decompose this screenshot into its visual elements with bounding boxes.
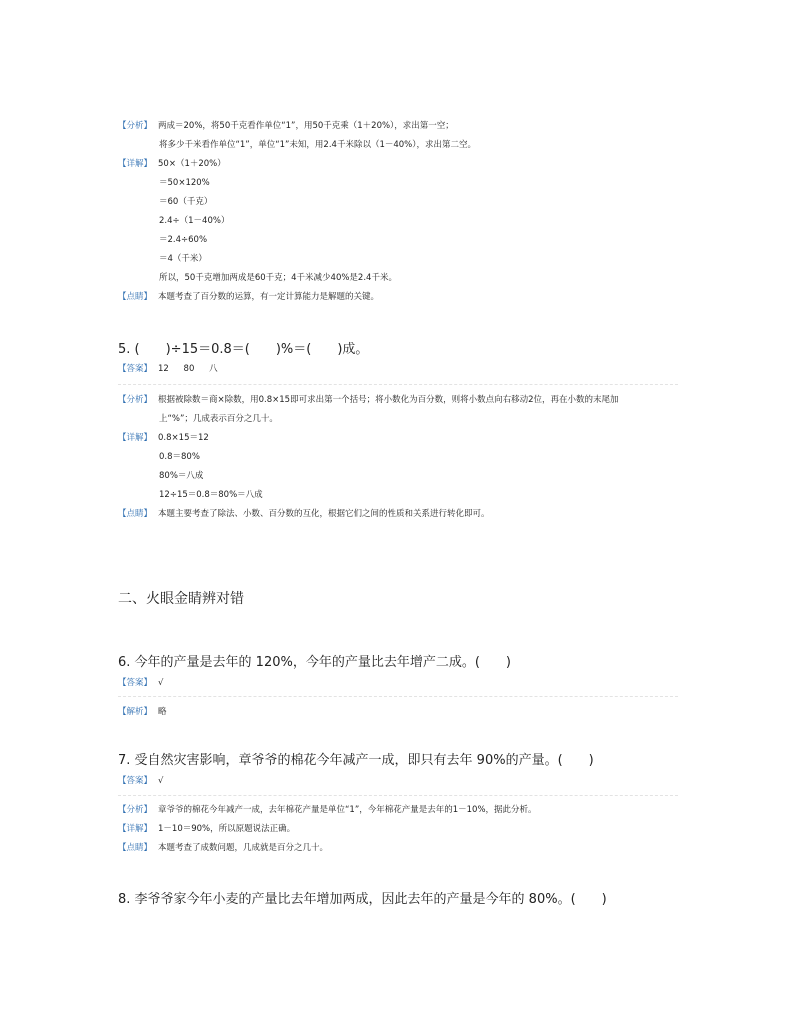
comment-tag: 【点睛】 [118,509,153,519]
q4-detail-line [118,174,476,193]
q4-detail-text: ＝2.4÷60% [159,235,208,245]
q4-detail-line [118,212,476,231]
analysis-tag: 【分析】 [118,395,153,405]
q4-analysis-line-2 [118,136,476,155]
q8-question: 8. 李爷爷家今年小麦的产量比去年增加两成，因此去年的产量是今年的 80%。( ) [118,892,607,907]
q5-answer-block [118,360,230,379]
q5-comment-line [118,505,619,524]
q5-analysis-text-2: 上“%”；几成表示百分之几十。 [159,414,278,424]
q4-detail-line [118,231,476,250]
q5-detail-line-1 [118,429,619,448]
divider [118,696,678,697]
q5-analysis-text-1: 根据被除数＝商×除数，用0.8×15即可求出第一个括号；将小数化为百分数，则将小数点向右移动2位，再在小数的末尾加 [158,395,619,405]
detail-tag: 【详解】 [118,159,153,169]
q4-detail-text: 2.4÷（1－40%） [159,216,230,226]
q5-detail-text: 0.8×15＝12 [158,433,209,443]
divider [118,795,678,796]
q7-detail-line [118,820,537,839]
q4-detail-text: ＝60（千克） [159,197,213,207]
q5-question: 5. ( )÷15＝0.8＝( )%＝( )成。 [118,342,369,357]
q4-detail-text: ＝4（千米） [159,254,207,264]
q4-solution [118,117,476,307]
q5-answer-line [118,360,230,379]
q4-detail-text: 50×（1＋20%） [158,159,226,169]
q4-detail-text: 所以，50千克增加两成是60千克；4千米减少40%是2.4千米。 [159,273,397,283]
q4-detail-line [118,269,476,288]
q4-analysis-line-1 [118,117,476,136]
q5-answer-values [158,360,230,379]
q7-comment: 本题考查了成数问题，几成就是百分之几十。 [158,843,329,853]
q5-detail-line [118,486,619,505]
comment-tag: 【点睛】 [118,292,153,302]
analysis-tag: 【分析】 [118,121,153,131]
q5-answer-3: 八 [209,364,218,374]
q7-question: 7. 受自然灾害影响，章爷爷的棉花今年减产一成，即只有去年 90%的产量。( ) [118,753,594,768]
comment-tag: 【点睛】 [118,843,153,853]
detail-tag: 【详解】 [118,824,153,834]
q4-detail-text: ＝50×120% [159,178,210,188]
q5-answer-2: 80 [183,364,195,374]
q7-answer-line [118,772,163,791]
explain-tag: 【解析】 [118,707,153,717]
answer-tag: 【答案】 [118,364,153,374]
q5-detail-line [118,448,619,467]
q7-analysis-line [118,801,537,820]
q6-answer-line [118,674,163,693]
q6-question: 6. 今年的产量是去年的 120%，今年的产量比去年增产二成。( ) [118,655,511,670]
q6-answer: √ [158,678,164,688]
q7-detail: 1－10＝90%，所以原题说法正确。 [158,824,296,834]
q7-comment-line [118,839,537,858]
q4-analysis-text-1: 两成＝20%，将50千克看作单位“1”，用50千克乘（1＋20%），求出第一空； [158,121,454,131]
section-title: 二、火眼金睛辨对错 [118,591,244,607]
q5-solution [118,391,619,524]
q7-answer: √ [158,776,164,786]
q4-detail-line [118,193,476,212]
q6-answer-block [118,674,163,693]
q7-solution [118,801,537,858]
q7-analysis: 章爷爷的棉花今年减产一成，去年棉花产量是单位“1”，今年棉花产量是去年的1－10%，据此分析。 [158,805,537,815]
q5-detail-text: 0.8＝80% [159,452,200,462]
q5-detail-line [118,467,619,486]
q6-explain-line [118,703,167,722]
divider [118,384,678,385]
q5-analysis-line-1 [118,391,619,410]
q6-explain-block [118,703,167,722]
q6-explain: 略 [158,707,167,717]
q4-detail-line [118,250,476,269]
answer-tag: 【答案】 [118,678,153,688]
q7-answer-block [118,772,163,791]
q5-analysis-line-2 [118,410,619,429]
analysis-tag: 【分析】 [118,805,153,815]
q5-answer-1: 12 [158,364,169,374]
q5-comment-text: 本题主要考查了除法、小数、百分数的互化，根据它们之间的性质和关系进行转化即可。 [158,509,490,519]
q4-analysis-text-2: 将多少千米看作单位“1”，单位“1”未知，用2.4千米除以（1－40%），求出第二空。 [159,140,477,150]
q5-detail-text: 80%＝八成 [159,471,204,481]
q4-comment-line [118,288,476,307]
q4-detail-line-1 [118,155,476,174]
answer-tag: 【答案】 [118,776,153,786]
detail-tag: 【详解】 [118,433,153,443]
q5-detail-text: 12÷15＝0.8＝80%＝八成 [159,490,263,500]
q4-comment-text: 本题考查了百分数的运算，有一定计算能力是解题的关键。 [158,292,380,302]
